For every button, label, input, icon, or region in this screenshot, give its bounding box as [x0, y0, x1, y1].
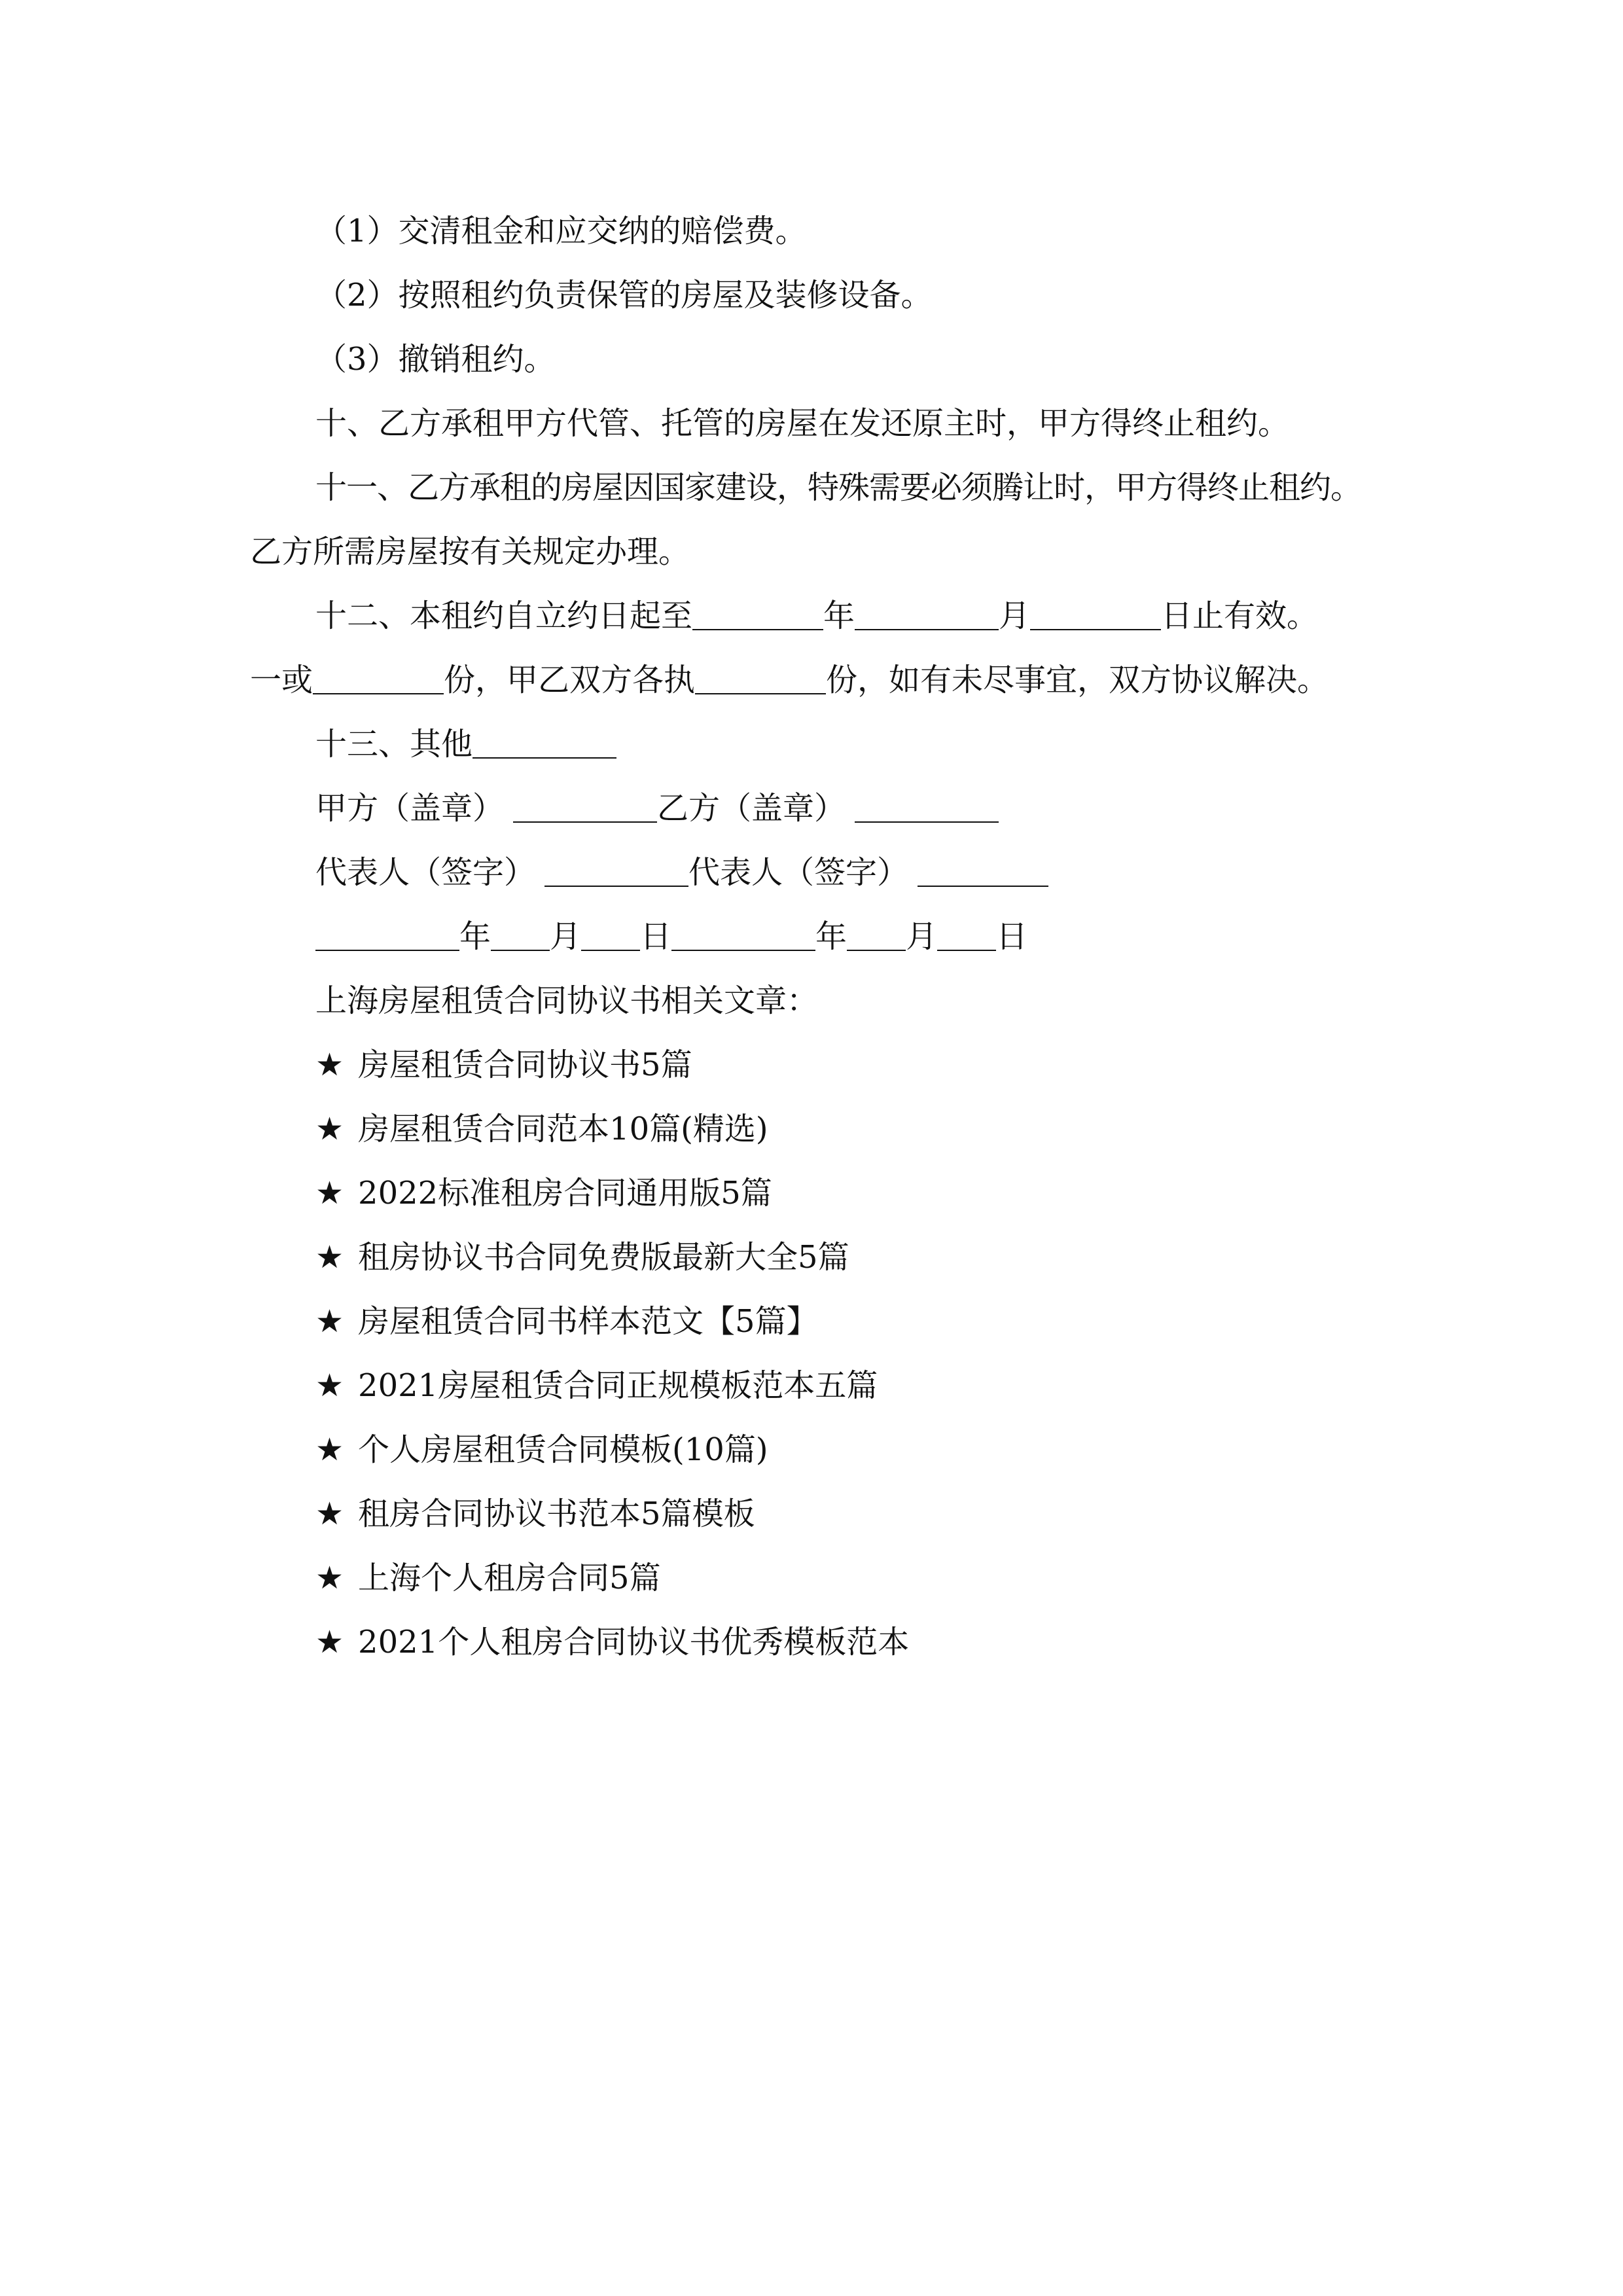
related-article-link[interactable]	[315, 1109, 768, 1149]
related-article-title[interactable]: 租房合同协议书范本5篇模板	[358, 1496, 755, 1532]
related-article-title[interactable]: 租房协议书合同免费版最新大全5篇	[358, 1239, 849, 1276]
party-b-seal-label: 乙方（盖章）	[657, 790, 846, 827]
related-article-link[interactable]	[315, 1238, 849, 1277]
clause-13-text: 十三、其他	[315, 726, 473, 762]
related-article-link[interactable]	[315, 1558, 661, 1598]
clause-10: 十、乙方承租甲方代管、托管的房屋在发还原主时，甲方得终止租约。	[315, 405, 1290, 442]
star-icon: ★	[315, 1111, 344, 1147]
date-a-month-blank[interactable]	[491, 918, 550, 951]
clause-12	[315, 596, 1318, 636]
clause-11: 十一、乙方承租的房屋因国家建设，特殊需要必须腾让时，甲方得终止租约。	[315, 469, 1362, 506]
related-article-link[interactable]	[315, 1302, 818, 1341]
star-icon: ★	[315, 1431, 344, 1468]
related-article-title[interactable]: 2021个人租房合同协议书优秀模板范本	[358, 1624, 910, 1660]
clause-12-cont-end: 份，如有未尽事宜，双方协议解决。	[826, 662, 1329, 698]
clause-13	[315, 725, 616, 764]
related-article-link[interactable]	[315, 1045, 692, 1085]
clause-11-cont: 乙方所需房屋按有关规定办理。	[250, 533, 690, 570]
date-a-year-blank[interactable]	[315, 918, 459, 951]
related-article-link[interactable]	[315, 1174, 772, 1213]
year-label: 年	[815, 918, 847, 955]
party-b-seal-blank[interactable]	[855, 790, 999, 823]
item-2: （2）按照租约负责保管的房屋及装修设备。	[315, 277, 933, 314]
related-article-title[interactable]: 个人房屋租赁合同模板(10篇)	[358, 1431, 768, 1468]
item-3: （3）撤销租约。	[315, 341, 556, 378]
sign-line	[315, 853, 1048, 892]
related-article-link[interactable]	[315, 1430, 768, 1469]
year-label: 年	[459, 918, 491, 955]
star-icon: ★	[315, 1303, 344, 1340]
related-article-title[interactable]: 房屋租赁合同书样本范文【5篇】	[358, 1303, 818, 1340]
related-article-link[interactable]	[315, 1366, 878, 1405]
year-blank[interactable]	[692, 598, 823, 630]
related-article-title[interactable]: 房屋租赁合同范本10篇(精选)	[358, 1111, 768, 1147]
star-icon: ★	[315, 1047, 344, 1083]
each-copies-blank[interactable]	[695, 662, 826, 694]
copies-blank[interactable]	[313, 662, 444, 694]
star-icon: ★	[315, 1496, 344, 1532]
month-label: 月	[550, 918, 582, 955]
other-blank[interactable]	[473, 726, 616, 759]
clause-12-cont	[250, 660, 1329, 700]
star-icon: ★	[315, 1560, 344, 1596]
party-a-seal-label: 甲方（盖章）	[315, 790, 505, 827]
clause-12-text: 十二、本租约自立约日起至	[315, 598, 693, 634]
each-holds-label: 份，甲乙双方各执	[444, 662, 696, 698]
clause-12-end: 日止有效。	[1161, 598, 1319, 634]
seal-line	[315, 789, 999, 828]
date-b-month-blank[interactable]	[847, 918, 906, 951]
year-label: 年	[823, 598, 855, 634]
day-label: 日	[640, 918, 672, 955]
month-blank[interactable]	[855, 598, 999, 630]
related-article-title[interactable]: 2022标准租房合同通用版5篇	[358, 1175, 772, 1211]
party-a-seal-blank[interactable]	[513, 790, 657, 823]
related-article-title[interactable]: 上海个人租房合同5篇	[358, 1560, 661, 1596]
rep-a-sign-blank[interactable]	[544, 854, 688, 887]
related-article-link[interactable]	[315, 1494, 755, 1534]
star-icon: ★	[315, 1175, 344, 1211]
star-icon: ★	[315, 1624, 344, 1660]
rep-b-sign-label: 代表人（签字）	[688, 854, 909, 891]
star-icon: ★	[315, 1239, 344, 1276]
day-label: 日	[996, 918, 1028, 955]
related-article-link[interactable]	[315, 1623, 909, 1662]
related-article-title[interactable]: 房屋租赁合同协议书5篇	[358, 1047, 692, 1083]
date-line	[315, 917, 1027, 956]
related-article-title[interactable]: 2021房屋租赁合同正规模板范本五篇	[358, 1367, 878, 1404]
rep-b-sign-blank[interactable]	[918, 854, 1048, 887]
date-b-day-blank[interactable]	[937, 918, 996, 951]
day-blank[interactable]	[1030, 598, 1161, 630]
rep-a-sign-label: 代表人（签字）	[315, 854, 536, 891]
date-a-day-blank[interactable]	[581, 918, 640, 951]
month-label: 月	[906, 918, 938, 955]
related-heading: 上海房屋租赁合同协议书相关文章：	[315, 982, 819, 1019]
item-1: （1）交清租金和应交纳的赔偿费。	[315, 213, 807, 249]
star-icon: ★	[315, 1367, 344, 1404]
date-b-year-blank[interactable]	[671, 918, 815, 951]
month-label: 月	[999, 598, 1031, 634]
copies-label: 一或	[250, 662, 313, 698]
